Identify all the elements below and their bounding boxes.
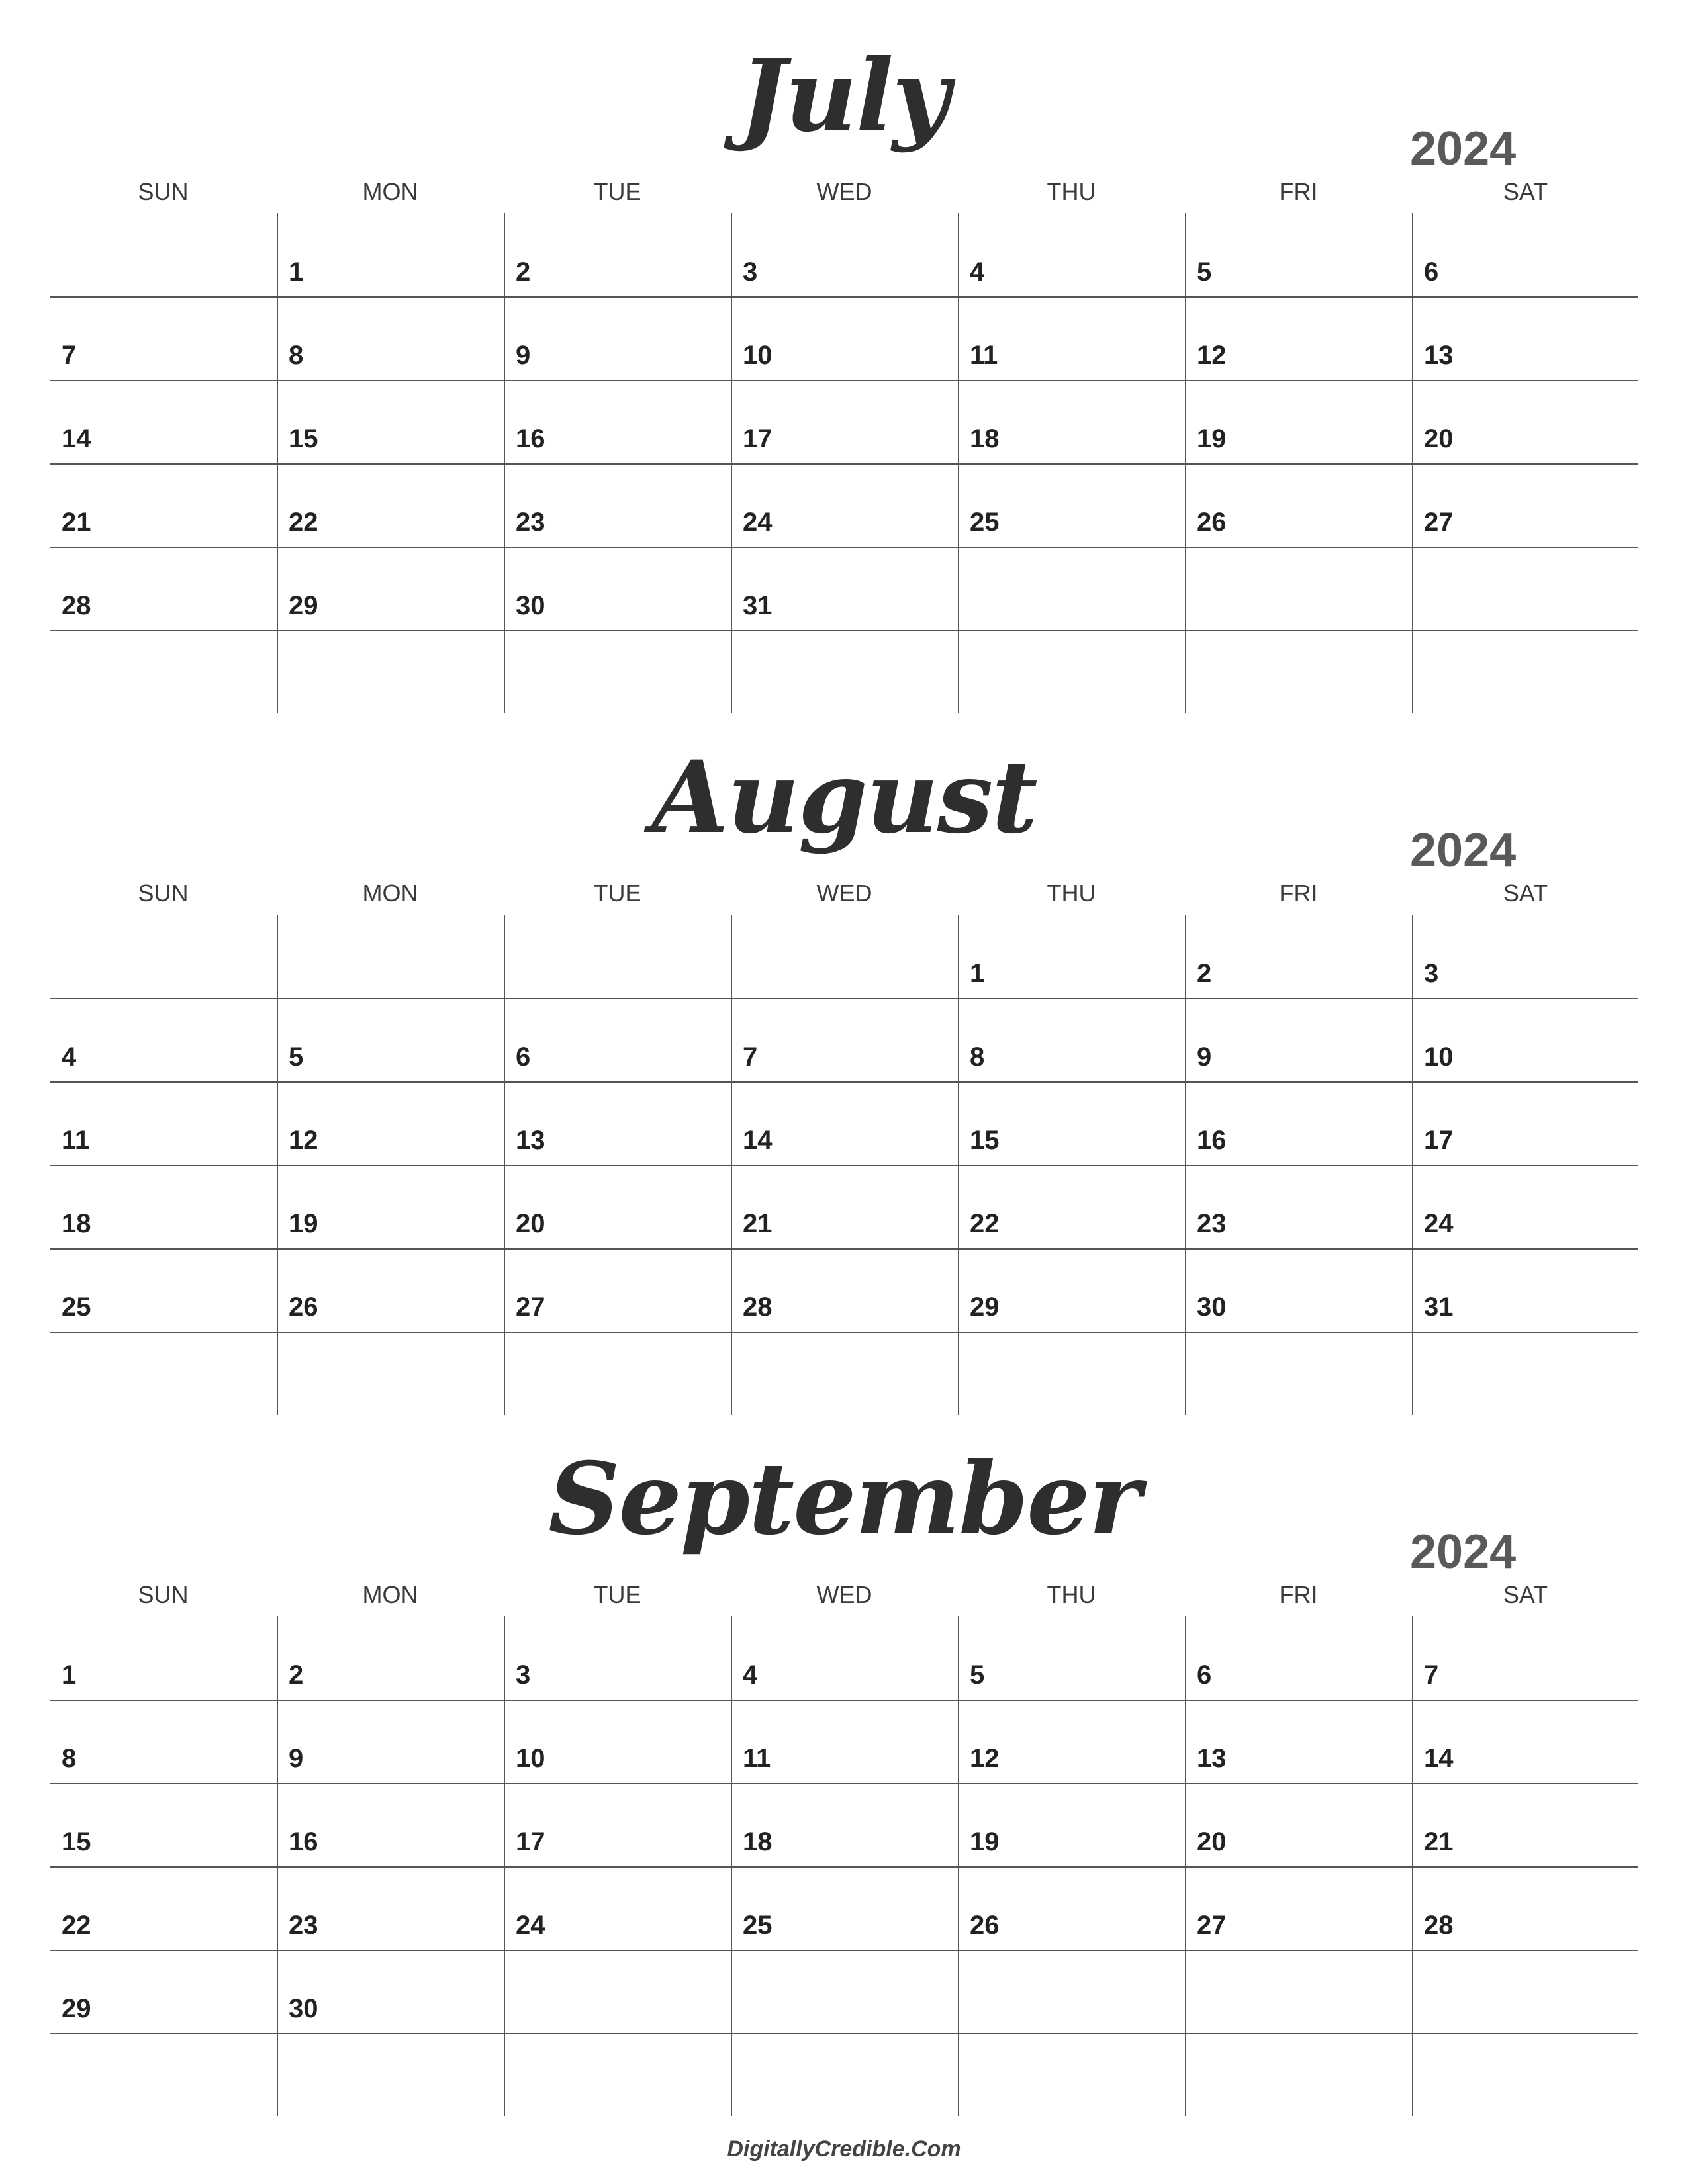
month-grid: [50, 213, 1638, 713]
row-divider: [50, 1700, 1638, 1701]
day-cell-number: 10: [516, 1744, 545, 1773]
day-cell-number: 2: [516, 257, 531, 287]
weekday-label-mon: MON: [362, 880, 418, 907]
weekday-label-sun: SUN: [138, 880, 189, 907]
day-cell-number: 30: [289, 1994, 318, 2023]
day-cell-number: 6: [1424, 257, 1439, 287]
day-cell-number: 9: [516, 341, 531, 370]
day-cell-number: 11: [970, 341, 998, 370]
row-divider: [50, 998, 1638, 999]
day-cell-number: 22: [62, 1911, 91, 1940]
day-cell-number: 12: [1197, 341, 1227, 370]
day-cell-number: 15: [970, 1126, 1000, 1155]
weekday-label-mon: MON: [362, 1581, 418, 1608]
day-cell-number: 5: [970, 1661, 985, 1690]
day-cell-number: 26: [1197, 508, 1227, 537]
day-cell-number: 31: [1424, 1293, 1454, 1322]
row-divider: [50, 463, 1638, 465]
day-cell-number: 16: [289, 1827, 318, 1856]
year-label: 2024: [1410, 122, 1517, 175]
weekday-label-sat: SAT: [1503, 178, 1548, 205]
day-cell-number: 10: [1424, 1042, 1454, 1071]
day-cell-number: 20: [1424, 424, 1454, 453]
day-cell-number: 1: [62, 1661, 77, 1690]
weekday-label-wed: WED: [816, 178, 872, 205]
day-cell-number: 25: [970, 508, 1000, 537]
day-cell-number: 2: [1197, 959, 1212, 988]
day-cell-number: 11: [743, 1744, 771, 1773]
day-cell-number: 27: [516, 1293, 545, 1322]
weekday-label-tue: TUE: [593, 880, 641, 907]
day-cell-number: 19: [1197, 424, 1227, 453]
day-cell-number: 5: [289, 1042, 304, 1071]
weekday-header-row: [50, 877, 1638, 910]
year-label: 2024: [1410, 824, 1517, 877]
day-cell-number: 25: [743, 1911, 773, 1940]
weekday-label-fri: FRI: [1279, 178, 1318, 205]
day-cell-number: 30: [1197, 1293, 1227, 1322]
day-cell-number: 7: [743, 1042, 758, 1071]
day-cell-number: 12: [970, 1744, 1000, 1773]
day-cell-number: 30: [516, 591, 545, 620]
day-cell-number: 26: [970, 1911, 1000, 1940]
row-divider: [50, 547, 1638, 548]
month-title: July: [739, 38, 949, 154]
day-cell-number: 5: [1197, 257, 1212, 287]
weekday-label-thu: THU: [1047, 880, 1096, 907]
day-cell-number: 18: [62, 1209, 91, 1238]
day-cell-number: 24: [1424, 1209, 1454, 1238]
day-cell-number: 18: [970, 424, 1000, 453]
weekday-label-sat: SAT: [1503, 1581, 1548, 1608]
row-divider: [50, 1248, 1638, 1250]
day-cell-number: 23: [289, 1911, 318, 1940]
row-divider: [50, 380, 1638, 381]
month-title: August: [651, 739, 1037, 856]
month-grid: [50, 915, 1638, 1415]
day-cell-number: 28: [62, 591, 91, 620]
day-cell-number: 3: [1424, 959, 1439, 988]
day-cell-number: 16: [1197, 1126, 1227, 1155]
day-cell-number: 17: [743, 424, 773, 453]
weekday-label-thu: THU: [1047, 1581, 1096, 1608]
row-divider: [50, 1081, 1638, 1083]
weekday-label-tue: TUE: [593, 178, 641, 205]
month-july: [0, 0, 1688, 662]
weekday-header-row: [50, 1578, 1638, 1612]
day-cell-number: 6: [1197, 1661, 1212, 1690]
day-cell-number: 24: [743, 508, 773, 537]
day-cell-number: 18: [743, 1827, 773, 1856]
day-cell-number: 21: [62, 508, 91, 537]
day-cell-number: 16: [516, 424, 545, 453]
weekday-label-sat: SAT: [1503, 880, 1548, 907]
day-cell-number: 8: [970, 1042, 985, 1071]
day-cell-number: 8: [62, 1744, 77, 1773]
weekday-label-thu: THU: [1047, 178, 1096, 205]
day-cell-number: 14: [743, 1126, 773, 1155]
day-cell-number: 22: [970, 1209, 1000, 1238]
weekday-label-fri: FRI: [1279, 880, 1318, 907]
row-divider: [50, 1866, 1638, 1868]
day-cell-number: 22: [289, 508, 318, 537]
month-grid: [50, 1616, 1638, 2116]
day-cell-number: 6: [516, 1042, 531, 1071]
day-cell-number: 15: [62, 1827, 91, 1856]
row-divider: [50, 1783, 1638, 1784]
day-cell-number: 13: [516, 1126, 545, 1155]
weekday-label-tue: TUE: [593, 1581, 641, 1608]
day-cell-number: 17: [516, 1827, 545, 1856]
day-cell-number: 29: [970, 1293, 1000, 1322]
day-cell-number: 7: [62, 341, 77, 370]
day-cell-number: 19: [289, 1209, 318, 1238]
day-cell-number: 14: [62, 424, 91, 453]
day-cell-number: 21: [1424, 1827, 1454, 1856]
weekday-label-mon: MON: [362, 178, 418, 205]
day-cell-number: 8: [289, 341, 304, 370]
day-cell-number: 28: [743, 1293, 773, 1322]
month-august: [0, 702, 1688, 1363]
day-cell-number: 24: [516, 1911, 545, 1940]
day-cell-number: 11: [62, 1126, 90, 1155]
day-cell-number: 25: [62, 1293, 91, 1322]
day-cell-number: 21: [743, 1209, 773, 1238]
day-cell-number: 26: [289, 1293, 318, 1322]
day-cell-number: 20: [516, 1209, 545, 1238]
day-cell-number: 1: [289, 257, 304, 287]
day-cell-number: 27: [1424, 508, 1454, 537]
day-cell-number: 1: [970, 959, 985, 988]
day-cell-number: 23: [1197, 1209, 1227, 1238]
day-cell-number: 23: [516, 508, 545, 537]
month-september: [0, 1403, 1688, 2065]
day-cell-number: 13: [1197, 1744, 1227, 1773]
day-cell-number: 9: [1197, 1042, 1212, 1071]
year-label: 2024: [1410, 1525, 1517, 1578]
day-cell-number: 19: [970, 1827, 1000, 1856]
day-cell-number: 4: [62, 1042, 77, 1071]
day-cell-number: 3: [516, 1661, 531, 1690]
day-cell-number: 20: [1197, 1827, 1227, 1856]
row-divider: [50, 1165, 1638, 1166]
day-cell-number: 13: [1424, 341, 1454, 370]
day-cell-number: 4: [743, 1661, 758, 1690]
row-divider: [50, 296, 1638, 298]
weekday-label-sun: SUN: [138, 178, 189, 205]
day-cell-number: 28: [1424, 1911, 1454, 1940]
row-divider: [50, 1950, 1638, 1951]
row-divider: [50, 1332, 1638, 1333]
day-cell-number: 27: [1197, 1911, 1227, 1940]
day-cell-number: 7: [1424, 1661, 1439, 1690]
month-title: September: [548, 1441, 1140, 1557]
row-divider: [50, 2033, 1638, 2034]
weekday-label-sun: SUN: [138, 1581, 189, 1608]
day-cell-number: 10: [743, 341, 773, 370]
weekday-label-wed: WED: [816, 1581, 872, 1608]
day-cell-number: 4: [970, 257, 985, 287]
weekday-label-wed: WED: [816, 880, 872, 907]
day-cell-number: 29: [62, 1994, 91, 2023]
day-cell-number: 3: [743, 257, 758, 287]
day-cell-number: 15: [289, 424, 318, 453]
day-cell-number: 14: [1424, 1744, 1454, 1773]
day-cell-number: 29: [289, 591, 318, 620]
day-cell-number: 17: [1424, 1126, 1454, 1155]
day-cell-number: 9: [289, 1744, 304, 1773]
day-cell-number: 2: [289, 1661, 304, 1690]
weekday-label-fri: FRI: [1279, 1581, 1318, 1608]
row-divider: [50, 630, 1638, 631]
footer-credit: DigitallyCredible.Com: [727, 2136, 961, 2161]
day-cell-number: 12: [289, 1126, 318, 1155]
weekday-header-row: [50, 175, 1638, 208]
day-cell-number: 31: [743, 591, 773, 620]
